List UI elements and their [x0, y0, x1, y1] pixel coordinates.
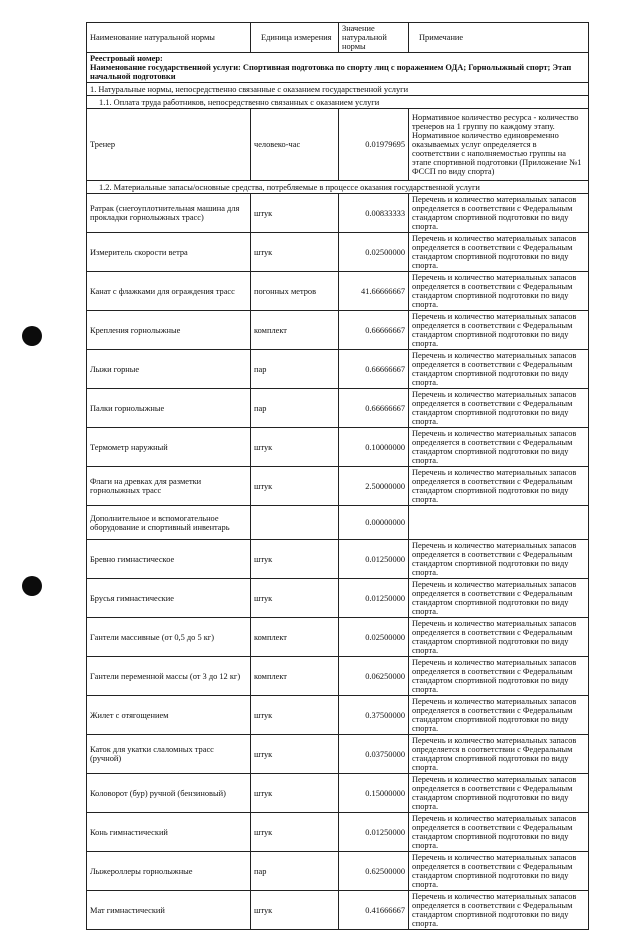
- material-unit: [251, 506, 339, 540]
- material-value: 0.66666667: [339, 350, 409, 389]
- trainer-note: Нормативное количество ресурса - количество тренеров на 1 группу по каждому этапу. Нормативное количество единовременно оказываемых услуг определяется в соответствии с наполняемостью группы на этапе спортивной подготовки (Приложение №1 ФССП по виду спорта): [409, 109, 589, 181]
- norms-table: [86, 22, 589, 930]
- table-row: [87, 774, 589, 813]
- material-note: Перечень и количество материальных запасов определяется в соответствии с Федеральным стандартом спортивной подготовки по виду спорта.: [409, 467, 589, 506]
- material-name: Бревно гимнастическое: [87, 540, 251, 579]
- material-unit: штук: [251, 467, 339, 506]
- material-name: Флаги на древках для разметки горнолыжных трасс: [87, 467, 251, 506]
- material-note: Перечень и количество материальных запасов определяется в соответствии с Федеральным стандартом спортивной подготовки по виду спорта.: [409, 311, 589, 350]
- material-note: Перечень и количество материальных запасов определяется в соответствии с Федеральным стандартом спортивной подготовки по виду спорта.: [409, 774, 589, 813]
- material-note: Перечень и количество материальных запасов определяется в соответствии с Федеральным стандартом спортивной подготовки по виду спорта.: [409, 350, 589, 389]
- material-note: Перечень и количество материальных запасов определяется в соответствии с Федеральным стандартом спортивной подготовки по виду спорта.: [409, 233, 589, 272]
- registry-row: [87, 53, 589, 83]
- table-row: [87, 467, 589, 506]
- material-value: 0.00833333: [339, 194, 409, 233]
- material-name: Конь гимнастический: [87, 813, 251, 852]
- material-name: Коловорот (бур) ручной (бензиновый): [87, 774, 251, 813]
- punch-hole-bottom: [22, 576, 42, 596]
- material-name: Каток для укатки слаломных трасс (ручной): [87, 735, 251, 774]
- material-note: Перечень и количество материальных запасов определяется в соответствии с Федеральным стандартом спортивной подготовки по виду спорта.: [409, 579, 589, 618]
- material-note: Перечень и количество материальных запасов определяется в соответствии с Федеральным стандартом спортивной подготовки по виду спорта.: [409, 428, 589, 467]
- material-name: Ратрак (снегоуплотнительная машина для прокладки горнолыжных трасс): [87, 194, 251, 233]
- material-unit: штук: [251, 194, 339, 233]
- material-name: Дополнительное и вспомогательное оборудование и спортивный инвентарь: [87, 506, 251, 540]
- table-row: [87, 428, 589, 467]
- table-row: [87, 735, 589, 774]
- table-row: [87, 540, 589, 579]
- registry-number-label: Реестровый номер:: [90, 54, 163, 63]
- material-value: 2.50000000: [339, 467, 409, 506]
- material-unit: штук: [251, 696, 339, 735]
- material-name: Крепления горнолыжные: [87, 311, 251, 350]
- material-note: Перечень и количество материальных запасов определяется в соответствии с Федеральным стандартом спортивной подготовки по виду спорта.: [409, 813, 589, 852]
- table-row: [87, 696, 589, 735]
- material-name: Гантели массивные (от 0,5 до 5 кг): [87, 618, 251, 657]
- section-row: [87, 83, 589, 96]
- material-note: Перечень и количество материальных запасов определяется в соответствии с Федеральным стандартом спортивной подготовки по виду спорта.: [409, 696, 589, 735]
- section-1-1-title: 1.1. Оплата труда работников, непосредственно связанных с оказанием услуги: [87, 96, 589, 109]
- material-value: 0.10000000: [339, 428, 409, 467]
- header-name: Наименование натуральной нормы: [87, 23, 251, 53]
- material-unit: комплект: [251, 311, 339, 350]
- material-unit: штук: [251, 428, 339, 467]
- header-note: Примечание: [409, 23, 589, 53]
- material-name: Термометр наружный: [87, 428, 251, 467]
- material-note: Перечень и количество материальных запасов определяется в соответствии с Федеральным стандартом спортивной подготовки по виду спорта.: [409, 852, 589, 891]
- material-value: 41.66666667: [339, 272, 409, 311]
- material-note: Перечень и количество материальных запасов определяется в соответствии с Федеральным стандартом спортивной подготовки по виду спорта.: [409, 389, 589, 428]
- material-note: Перечень и количество материальных запасов определяется в соответствии с Федеральным стандартом спортивной подготовки по виду спорта.: [409, 540, 589, 579]
- material-value: 0.15000000: [339, 774, 409, 813]
- material-unit: комплект: [251, 657, 339, 696]
- header-unit: Единица измерения: [251, 23, 339, 53]
- section-1-2-title: 1.2. Материальные запасы/основные средства, потребляемые в процессе оказания государственной услуги: [87, 181, 589, 194]
- material-value: 0.66666667: [339, 389, 409, 428]
- material-note: Перечень и количество материальных запасов определяется в соответствии с Федеральным стандартом спортивной подготовки по виду спорта.: [409, 657, 589, 696]
- material-unit: комплект: [251, 618, 339, 657]
- material-value: 0.06250000: [339, 657, 409, 696]
- material-unit: пар: [251, 350, 339, 389]
- material-name: Брусья гимнастические: [87, 579, 251, 618]
- material-value: 0.41666667: [339, 891, 409, 930]
- material-value: 0.01250000: [339, 579, 409, 618]
- material-unit: штук: [251, 774, 339, 813]
- material-value: 0.02500000: [339, 618, 409, 657]
- section-1-title: 1. Натуральные нормы, непосредственно связанные с оказанием государственной услуги: [87, 83, 589, 96]
- table-row: [87, 579, 589, 618]
- material-value: 0.66666667: [339, 311, 409, 350]
- table-row: [87, 350, 589, 389]
- material-value: 0.01250000: [339, 813, 409, 852]
- material-name: Гантели переменной массы (от 3 до 12 кг): [87, 657, 251, 696]
- material-value: 0.01250000: [339, 540, 409, 579]
- material-name: Лыжи горные: [87, 350, 251, 389]
- material-unit: погонных метров: [251, 272, 339, 311]
- material-unit: штук: [251, 540, 339, 579]
- material-unit: пар: [251, 389, 339, 428]
- material-name: Лыжероллеры горнолыжные: [87, 852, 251, 891]
- trainer-value: 0.01979695: [339, 109, 409, 181]
- material-unit: штук: [251, 579, 339, 618]
- table-row: [87, 891, 589, 930]
- section-row: [87, 96, 589, 109]
- material-name: Жилет с отягощением: [87, 696, 251, 735]
- trainer-row: [87, 109, 589, 181]
- material-name: Палки горнолыжные: [87, 389, 251, 428]
- table-row: [87, 618, 589, 657]
- section-row: [87, 181, 589, 194]
- material-note: [409, 506, 589, 540]
- material-value: 0.62500000: [339, 852, 409, 891]
- material-name: Канат с флажками для ограждения трасс: [87, 272, 251, 311]
- material-unit: штук: [251, 813, 339, 852]
- table-row: [87, 813, 589, 852]
- material-value: 0.03750000: [339, 735, 409, 774]
- material-note: Перечень и количество материальных запасов определяется в соответствии с Федеральным стандартом спортивной подготовки по виду спорта.: [409, 194, 589, 233]
- material-unit: штук: [251, 891, 339, 930]
- trainer-name: Тренер: [87, 109, 251, 181]
- material-value: 0.37500000: [339, 696, 409, 735]
- material-value: 0.00000000: [339, 506, 409, 540]
- material-note: Перечень и количество материальных запасов определяется в соответствии с Федеральным стандартом спортивной подготовки по виду спорта.: [409, 618, 589, 657]
- table-row: [87, 852, 589, 891]
- table-row: [87, 272, 589, 311]
- material-unit: штук: [251, 735, 339, 774]
- table-row: [87, 233, 589, 272]
- table-row: [87, 389, 589, 428]
- table-row: [87, 194, 589, 233]
- material-note: Перечень и количество материальных запасов определяется в соответствии с Федеральным стандартом спортивной подготовки по виду спорта.: [409, 735, 589, 774]
- header-value: Значение натуральной нормы: [339, 23, 409, 53]
- material-unit: пар: [251, 852, 339, 891]
- material-value: 0.02500000: [339, 233, 409, 272]
- material-note: Перечень и количество материальных запасов определяется в соответствии с Федеральным стандартом спортивной подготовки по виду спорта.: [409, 891, 589, 930]
- material-unit: штук: [251, 233, 339, 272]
- punch-hole-top: [22, 326, 42, 346]
- table-row: [87, 311, 589, 350]
- table-row: [87, 506, 589, 540]
- service-name: Наименование государственной услуги: Спортивная подготовка по спорту лиц с поражением ОДА; Горнолыжный спорт; Этап начальной подготовки: [90, 63, 572, 81]
- table-header-row: [87, 23, 589, 53]
- table-row: [87, 657, 589, 696]
- material-name: Мат гимнастический: [87, 891, 251, 930]
- material-name: Измеритель скорости ветра: [87, 233, 251, 272]
- trainer-unit: человеко-час: [251, 109, 339, 181]
- material-note: Перечень и количество материальных запасов определяется в соответствии с Федеральным стандартом спортивной подготовки по виду спорта.: [409, 272, 589, 311]
